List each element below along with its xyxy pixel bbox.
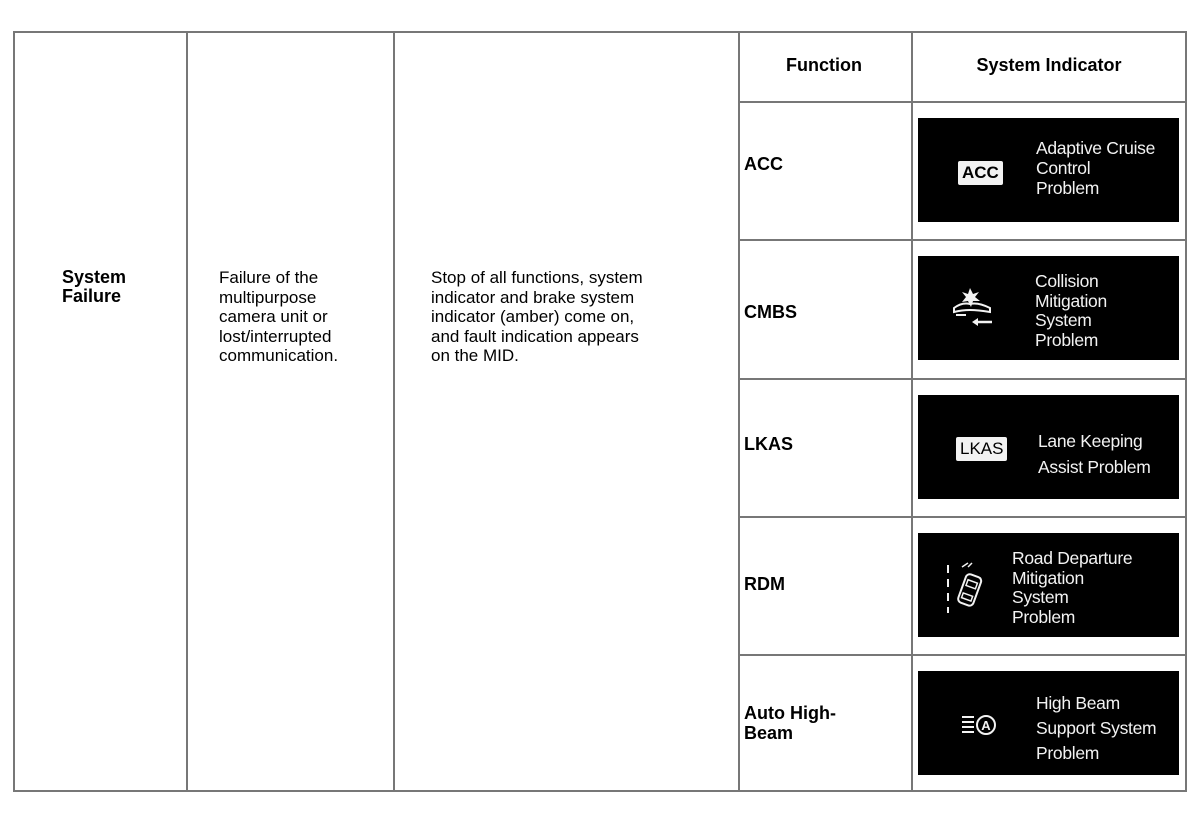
function-acc: ACC [744,154,783,174]
row-divider [739,378,1185,380]
indicator-auto-high-beam [918,671,1179,775]
indicator-cmbs [918,256,1179,360]
indicator-rdm-text: Road Departure Mitigation System Problem [1012,548,1133,627]
failure-result: Stop of all functions, system indicator and brake system indicator (amber) come on, and fault indication appears on the MID. [431,268,643,365]
column-divider [738,33,740,790]
row-divider [739,516,1185,518]
function-rdm: RDM [744,574,785,594]
header-system-indicator: System Indicator [976,55,1122,75]
failure-cause: Failure of the multipurpose camera unit or lost/interrupted communication. [219,268,339,365]
row-divider [739,239,1185,241]
indicator-rdm [918,533,1179,637]
indicator-acc-text: Adaptive Cruise Control Problem [1036,138,1156,198]
row-header-system-failure: System Failure [62,267,127,306]
svg-text:A: A [981,718,991,733]
indicator-lkas-text: Lane Keeping Assist Problem [1038,431,1151,477]
column-divider [186,33,188,790]
acc-badge-icon: ACC [958,161,1003,185]
row-divider [739,654,1185,656]
indicator-auto-high-beam-text: High Beam Support System Problem [1036,693,1157,763]
column-divider [393,33,395,790]
function-auto-high-beam: Auto High- Beam [744,703,836,743]
road-departure-icon [942,557,992,617]
function-cmbs: CMBS [744,302,797,322]
indicator-lkas [918,395,1179,499]
function-lkas: LKAS [744,434,793,454]
column-divider [911,33,913,790]
collision-mitigation-icon [948,284,1008,334]
indicator-cmbs-text: Collision Mitigation System Problem [1035,271,1107,350]
header-function: Function [786,55,862,75]
auto-high-beam-icon [960,711,1010,741]
indicator-acc [918,118,1179,222]
row-divider [739,101,1185,103]
lkas-badge-icon: LKAS [956,437,1007,461]
